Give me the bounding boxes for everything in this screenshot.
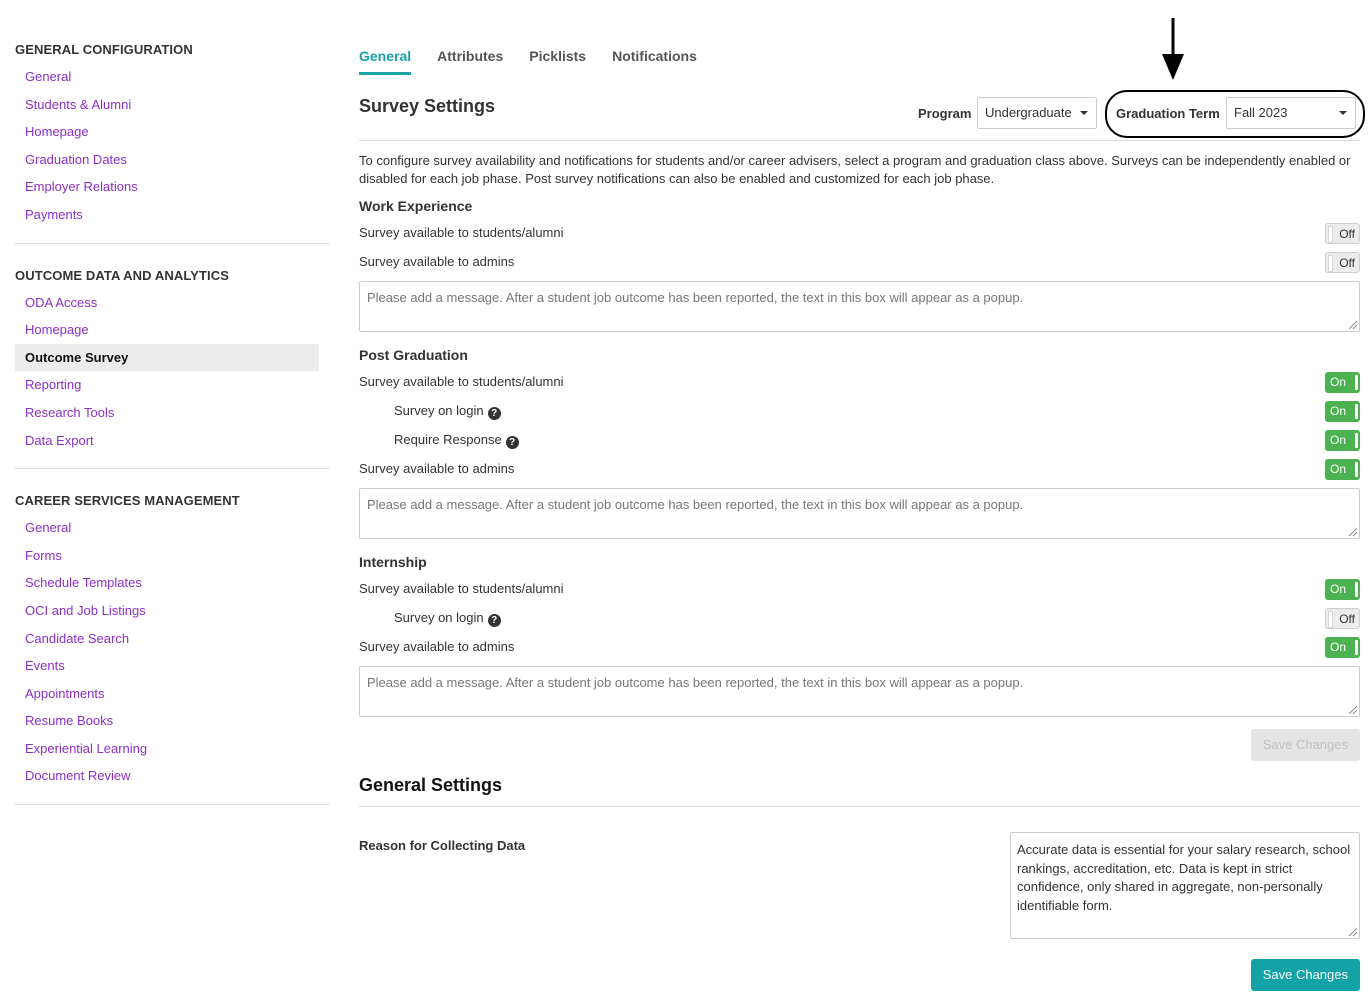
sidebar-item-oda-homepage[interactable]: Homepage	[25, 322, 89, 338]
sidebar-item-events[interactable]: Events	[25, 658, 65, 674]
tab-attributes[interactable]: Attributes	[437, 48, 504, 64]
sidebar-item-document-review[interactable]: Document Review	[25, 768, 131, 784]
resize-grip-icon[interactable]	[1349, 928, 1357, 936]
program-select[interactable]	[977, 97, 1097, 129]
survey-settings-title: Survey Settings	[359, 96, 496, 116]
sidebar-item-reporting[interactable]: Reporting	[25, 377, 82, 393]
sidebar-item-data-export[interactable]: Data Export	[25, 432, 94, 448]
sidebar-item-csm-general[interactable]: General	[25, 520, 72, 536]
row-label-text: Survey on login	[394, 403, 484, 418]
toggle-work-students[interactable]: Off	[1325, 223, 1360, 244]
sidebar-item-oda-access[interactable]: ODA Access	[25, 294, 98, 310]
sidebar-section-title: CAREER SERVICES MANAGEMENT	[15, 493, 240, 509]
sidebar-item-resume-books[interactable]: Resume Books	[25, 713, 114, 729]
program-select-value: Undergraduate	[985, 105, 1072, 120]
program-label: Program	[918, 106, 972, 121]
graduation-term-value: Fall 2023	[1234, 105, 1288, 120]
row-label: Survey available to admins	[359, 639, 515, 654]
general-save-button[interactable]: Save Changes	[1251, 959, 1360, 991]
sidebar-item-appointments[interactable]: Appointments	[25, 685, 105, 701]
tab-notifications[interactable]: Notifications	[612, 48, 697, 64]
row-label: Survey available to students/alumni	[359, 581, 564, 596]
sidebar-item-payments[interactable]: Payments	[25, 206, 83, 222]
row-label: Survey available to students/alumni	[359, 374, 564, 389]
sidebar-item-oci-job-listings[interactable]: OCI and Job Listings	[25, 602, 146, 618]
group-title-internship: Internship	[359, 554, 427, 570]
group-title-post-graduation: Post Graduation	[359, 347, 468, 363]
group-title-work-experience: Work Experience	[359, 198, 473, 214]
post-message-input[interactable]: Please add a message. After a student job outcome has been reported, the text in this box will appear as a popup.	[359, 488, 1360, 539]
row-label-text: Require Response	[394, 432, 502, 447]
divider	[359, 140, 1360, 141]
row-label: Survey available to admins	[359, 461, 515, 476]
sidebar	[15, 30, 329, 817]
toggle-post-login[interactable]: On	[1325, 401, 1360, 422]
work-message-input[interactable]: Please add a message. After a student job outcome has been reported, the text in this box will appear as a popup.	[359, 281, 1360, 332]
caret-down-icon	[1080, 111, 1088, 115]
tab-general[interactable]: General	[359, 48, 411, 75]
sidebar-item-homepage[interactable]: Homepage	[25, 124, 89, 140]
sidebar-section-title: GENERAL CONFIGURATION	[15, 42, 193, 57]
row-label-require-response	[394, 432, 519, 449]
toggle-intern-login[interactable]: Off	[1325, 608, 1360, 629]
sidebar-section-outcome-data	[15, 256, 329, 470]
intern-message-input[interactable]: Please add a message. After a student job outcome has been reported, the text in this box will appear as a popup.	[359, 666, 1360, 717]
reason-label: Reason for Collecting Data	[359, 838, 526, 853]
sidebar-section-general-configuration	[15, 30, 329, 244]
toggle-intern-admins[interactable]: On	[1325, 637, 1360, 658]
sidebar-item-research-tools[interactable]: Research Tools	[25, 404, 115, 420]
toggle-post-require[interactable]: On	[1325, 430, 1360, 451]
tab-bar	[359, 48, 723, 75]
row-label: Survey available to students/alumni	[359, 225, 564, 240]
sidebar-item-forms[interactable]: Forms	[25, 547, 62, 563]
sidebar-item-schedule-templates[interactable]: Schedule Templates	[25, 575, 142, 591]
down-arrow-icon	[1159, 18, 1187, 82]
toggle-work-admins[interactable]: Off	[1325, 252, 1360, 273]
sidebar-item-graduation-dates[interactable]: Graduation Dates	[25, 151, 127, 167]
resize-grip-icon[interactable]	[1349, 321, 1357, 329]
sidebar-item-outcome-survey[interactable]: Outcome Survey	[15, 344, 319, 372]
toggle-post-admins[interactable]: On	[1325, 459, 1360, 480]
sidebar-section-title: OUTCOME DATA AND ANALYTICS	[15, 267, 229, 283]
graduation-term-label: Graduation Term	[1116, 106, 1220, 121]
sidebar-item-employer-relations[interactable]: Employer Relations	[25, 179, 138, 195]
question-circle-icon[interactable]: ?	[506, 436, 519, 449]
row-label-survey-on-login	[394, 403, 501, 420]
general-settings-title: General Settings	[359, 775, 503, 795]
divider	[359, 806, 1360, 807]
caret-down-icon	[1339, 111, 1347, 115]
resize-grip-icon[interactable]	[1349, 528, 1357, 536]
survey-save-button[interactable]: Save Changes	[1251, 729, 1360, 761]
row-label: Survey available to admins	[359, 254, 515, 269]
graduation-term-select[interactable]	[1226, 97, 1356, 129]
toggle-post-students[interactable]: On	[1325, 372, 1360, 393]
sidebar-section-career-services	[15, 481, 329, 805]
survey-description: To configure survey availability and notifications for students and/or career advisers, select a program and graduation class above. Surveys can be independently enabled or disabled for each job phase. Post survey notifications can also be enabled and customized for each job phase.	[359, 153, 1351, 186]
row-label-text: Survey on login	[394, 610, 484, 625]
sidebar-item-students-alumni[interactable]: Students & Alumni	[25, 96, 132, 112]
question-circle-icon[interactable]: ?	[488, 407, 501, 420]
question-circle-icon[interactable]: ?	[488, 614, 501, 627]
toggle-intern-students[interactable]: On	[1325, 579, 1360, 600]
sidebar-item-candidate-search[interactable]: Candidate Search	[25, 630, 130, 646]
sidebar-item-experiential-learning[interactable]: Experiential Learning	[25, 740, 148, 756]
tab-picklists[interactable]: Picklists	[529, 48, 587, 64]
reason-textarea[interactable]: Accurate data is essential for your salary research, school rankings, accreditation, etc. Data is kept in strict confidence, only shared in aggregate, non-personally identifiable form.	[1010, 832, 1360, 939]
row-label-survey-on-login	[394, 610, 501, 627]
sidebar-item-general[interactable]: General	[25, 69, 72, 84]
resize-grip-icon[interactable]	[1349, 706, 1357, 714]
